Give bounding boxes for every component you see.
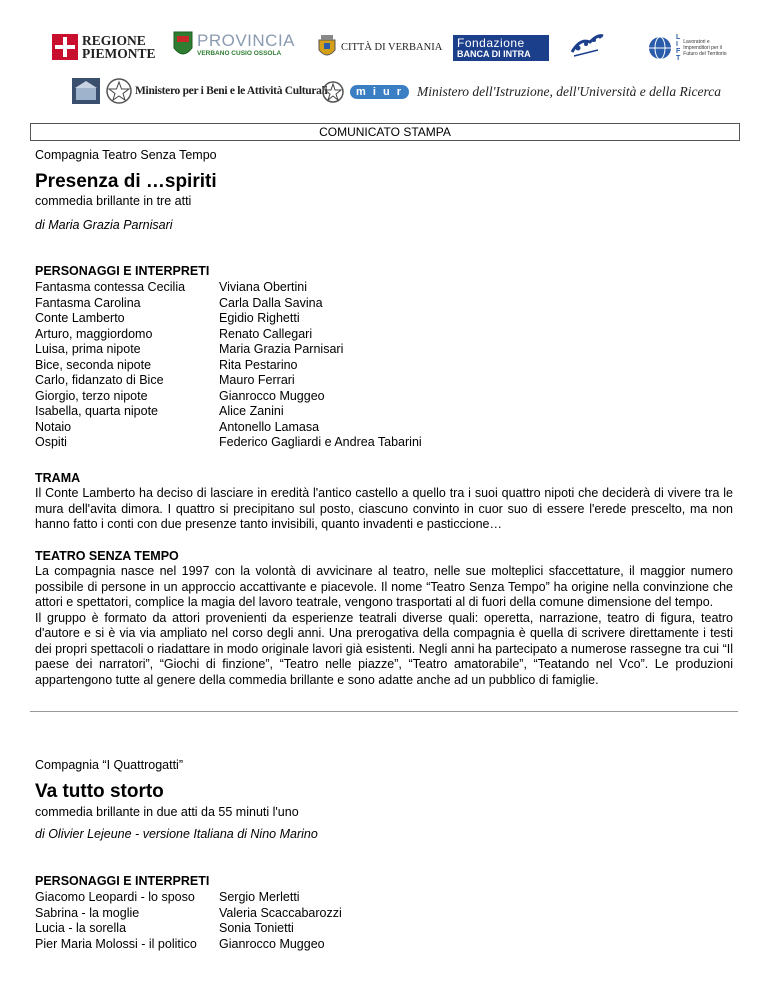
miur-emblem-icon [322,80,344,104]
logo-citta-verbania [318,34,442,60]
fondazione-line1: Fondazione [457,36,525,50]
cast-actor: Valeria Scaccabarozzi [219,905,342,920]
show2-cast-actors [219,890,342,952]
miur-letters: m i u r [350,85,409,99]
logo-miur [322,80,721,104]
show1-plot [35,486,733,533]
cast-role: Arturo, maggiordomo [35,326,153,341]
show2-subtitle: commedia brillante in due atti da 55 minuti l'uno [35,805,299,819]
cast-actor: Gianrocco Muggeo [219,936,325,951]
ministero-istruzione-label: Ministero dell'Istruzione, dell'Università e della Ricerca [417,84,721,99]
show2-cast-heading: PERSONAGGI E INTERPRETI [35,874,210,888]
globe-icon [648,36,672,60]
show2-cast-roles [35,890,197,952]
republic-emblem-icon [106,78,132,104]
cast-actor: Sergio Merletti [219,890,300,904]
logo-lavoratori: L I F T Lavoratori e Imprenditori per il Futuro del Territorio [648,34,731,62]
flying-figures-icon [568,30,606,60]
logo-stars [568,30,606,60]
show1-cast-roles [35,280,185,451]
citta-label: CITTÀ DI VERBANIA [341,41,443,53]
show2-author: di Olivier Lejeune - versione Italiana di Nino Marino [35,827,318,841]
provincia-line1: PROVINCIA [197,31,296,50]
cast-role: Fantasma contessa Cecilia [35,280,186,294]
cast-actor: Maria Grazia Parnisari [219,342,344,356]
comunicato-stampa-box [30,123,740,141]
cast-role: Giorgio, terzo nipote [35,388,148,403]
cast-role: Sabrina - la moglie [35,905,140,920]
cast-actor: Carla Dalla Savina [219,295,323,310]
show1-title: Presenza di …spiriti [35,171,217,192]
cast-role: Conte Lamberto [35,311,125,325]
cast-role: Pier Maria Molossi - il politico [35,936,197,951]
cast-actor: Sonia Tonietti [219,921,294,935]
logo-ministero-beni [72,78,327,104]
provincia-shield-icon [172,30,194,60]
regione-line2: PIEMONTE [82,46,156,61]
regione-emblem-icon [52,34,78,60]
logo-provincia [172,30,295,60]
show2-company: Compagnia “I Quattrogatti” [35,758,183,772]
cast-actor: Rita Pestarino [219,357,298,372]
cast-actor: Gianrocco Muggeo [219,388,325,403]
show1-about-p1: La compagnia nasce nel 1997 con la volontà di avvicinare al teatro, nelle sue molteplici sfaccettature, il maggior numero possibile di persone in un approccio accattivante e piacevole. Il nome “Teatro Senza Tempo” ha origine nella convinzione che attori e spettatori, complice la magia del lavoro teatrale, vengono trasportati al di fuori della comune dimensione del tempo. [35,564,733,609]
cast-role: Giacomo Leopardi - lo sposo [35,890,195,904]
cast-actor: Mauro Ferrari [219,373,295,387]
verbania-crest-icon [318,34,336,60]
show1-company: Compagnia Teatro Senza Tempo [35,148,217,162]
provincia-line2: VERBANO CUSIO OSSOLA [197,50,282,57]
fondazione-line2: BANCA DI INTRA [457,49,531,59]
show2-title: Va tutto storto [35,781,164,802]
show1-about [35,564,733,688]
show1-plot-text: Il Conte Lamberto ha deciso di lasciare in eredità l'antico castello a quello tra i suoi quattro nipoti che deciderà di vivere tra le mura dell'avita dimora. I quattro si precipitano sul posto, ciascuno convinto in cuor suo di essere l'erede prescelto, ma non hanno fatto i conti con due presenze tanto invisibili, quanto invadenti e pasticcione… [35,486,733,531]
sponsor-logos [0,0,768,112]
cast-actor: Viviana Obertini [219,280,308,294]
show1-cast-heading: PERSONAGGI E INTERPRETI [35,264,210,278]
ministero-beni-label: Ministero per i Beni e le Attività Culturali [135,85,328,97]
logo-regione-piemonte [52,34,156,60]
regione-line1: REGIONE [82,33,146,48]
show1-about-p2: Il gruppo è formato da attori provenienti da esperienze teatrali diverse quali: operetta, narrazione, teatro di figura, teatro d'autore e si è via via ampliato nel corso degli anni. Una prerogativa della compagnia è quella di scrivere direttamente i testi dei propri spettacoli o riadattare in modo originale lavori già esistenti. Negli anni ha partecipato a numerose rassegne tra cui “Il paese dei narratori”, “Giochi di finzione”, “Teatro nelle piazze”, “Teatro amatorabile”, “Teatando nel Vco”. Le produzioni appartengono tutte al genere della commedia brillante e sono adatte anche ad un pubblico di famiglie. [35,610,733,687]
section-divider [30,711,738,712]
show1-plot-heading: TRAMA [35,471,81,485]
ministero-building-icon [72,78,100,104]
cast-role: Notaio [35,419,72,434]
cast-role: Ospiti [35,435,67,449]
cast-actor: Alice Zanini [219,404,284,418]
lavoratori-text: Lavoratori e Imprenditori per il Futuro del Territorio [683,39,727,57]
show1-about-heading: TEATRO SENZA TEMPO [35,549,179,563]
cast-role: Bice, seconda nipote [35,357,152,372]
logo-fondazione [453,35,549,61]
cast-actor: Renato Callegari [219,326,313,341]
cast-role: Fantasma Carolina [35,295,141,310]
show1-author: di Maria Grazia Parnisari [35,218,173,232]
cast-role: Carlo, fidanzato di Bice [35,373,164,387]
cast-actor: Antonello Lamasa [219,419,320,434]
cast-actor: Egidio Righetti [219,311,300,325]
cast-role: Luisa, prima nipote [35,342,141,356]
cast-role: Isabella, quarta nipote [35,404,159,418]
show1-subtitle: commedia brillante in tre atti [35,194,192,208]
comunicato-stampa-label: COMUNICATO STAMPA [319,125,451,139]
cast-role: Lucia - la sorella [35,921,127,935]
show1-cast-actors [219,280,422,451]
cast-actor: Federico Gagliardi e Andrea Tabarini [219,435,422,449]
